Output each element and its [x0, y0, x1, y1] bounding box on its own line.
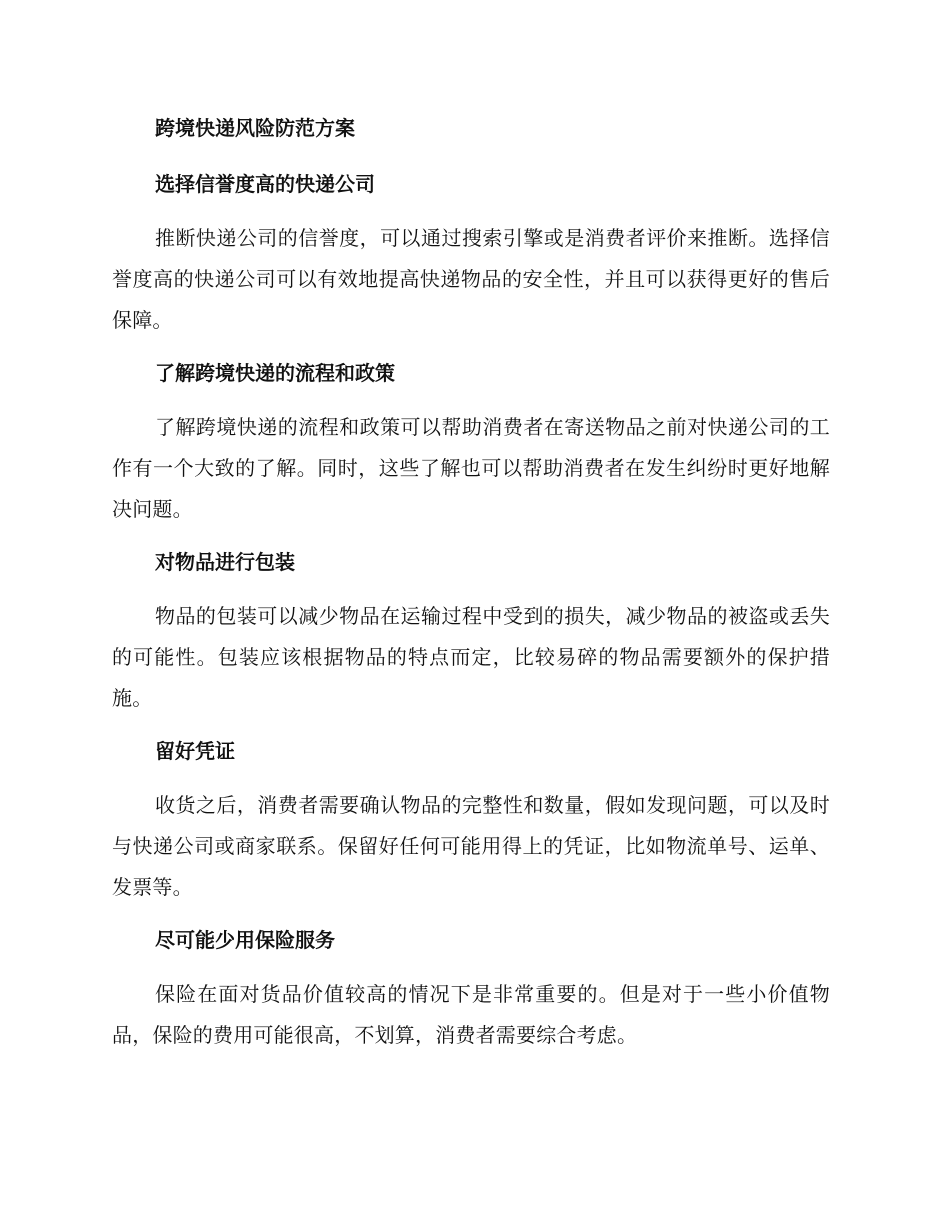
section-body-packaging: 物品的包装可以减少物品在运输过程中受到的损失，减少物品的被盗或丢失的可能性。包装应该根据物品的特点而定，比较易碎的物品需要额外的保护措施。 [112, 604, 830, 710]
section-body-process-policy: 了解跨境快递的流程和政策可以帮助消费者在寄送物品之前对快递公司的工作有一个大致的了解。同时，这些了解也可以帮助消费者在发生纠纷时更好地解决问题。 [112, 415, 830, 521]
section-heading-process-policy: 了解跨境快递的流程和政策 [155, 361, 395, 385]
section-heading-receipts: 留好凭证 [155, 739, 235, 763]
document-page [112, 108, 830, 1068]
document-title: 跨境快递风险防范方案 [155, 116, 355, 140]
section-heading-insurance: 尽可能少用保险服务 [155, 928, 335, 952]
section-heading-reputation: 选择信誉度高的快递公司 [155, 172, 375, 196]
section-body-receipts: 收货之后，消费者需要确认物品的完整性和数量，假如发现问题，可以及时与快递公司或商家联系。保留好任何可能用得上的凭证，比如物流单号、运单、发票等。 [112, 793, 830, 899]
section-body-insurance: 保险在面对货品价值较高的情况下是非常重要的。但是对于一些小价值物品，保险的费用可能很高，不划算，消费者需要综合考虑。 [112, 982, 830, 1047]
section-body-reputation: 推断快递公司的信誉度，可以通过搜索引擎或是消费者评价来推断。选择信誉度高的快递公司可以有效地提高快递物品的安全性，并且可以获得更好的售后保障。 [112, 226, 830, 332]
section-heading-packaging: 对物品进行包装 [155, 550, 295, 574]
